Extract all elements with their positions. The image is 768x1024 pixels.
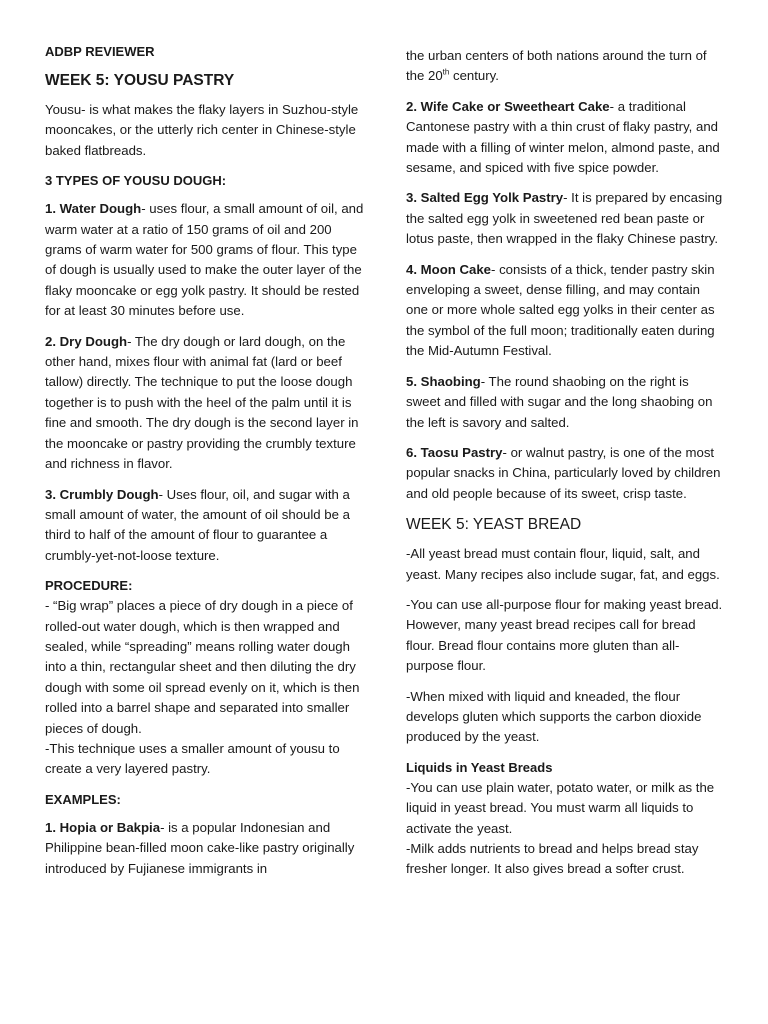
example-name: 1. Hopia or Bakpia [45,819,161,835]
procedure-heading: PROCEDURE: [45,578,133,594]
liquids-heading: Liquids in Yeast Breads [406,759,553,775]
example-name: 2. Wife Cake or Sweetheart Cake [406,98,610,114]
section-title-yeast-bread: WEEK 5: YEAST BREAD [406,516,582,534]
dough-type-text: - uses flour, a small amount of oil, and warm water at a ratio of 150 grams of oil and 200 grams of warm water for 500 grams of flour. This type of dough is usually used to make the outer layer of the flaky mooncake or egg yolk pastry. It should be rested for at least 30 minutes before use. [45,201,364,319]
left-column [45,42,365,889]
example-item [406,97,724,179]
example-text-continued: the urban centers of both nations around the turn of the 20th century. [406,48,707,84]
procedure-step: -This technique uses a smaller amount of yousu to create a very layered pastry. [45,740,340,777]
dough-type-item [45,485,365,567]
yeast-paragraph: -You can use all-purpose flour for making yeast bread. However, many yeast bread recipes call for bread flour. Bread flour contains more gluten than all-purpose flour. [406,596,723,674]
yousu-intro: Yousu- is what makes the flaky layers in Suzhou-style mooncakes, or the utterly rich center in Chinese-style baked flatbreads. [45,102,359,158]
yeast-paragraph: -All yeast bread must contain flour, liquid, salt, and yeast. Many recipes also include sugar, fat, and eggs. [406,546,720,582]
yeast-paragraph: -When mixed with liquid and kneaded, the flour develops gluten which supports the carbon dioxide produced by the yeast. [406,688,702,745]
dough-type-name: 1. Water Dough [45,201,142,217]
example-item [406,443,724,504]
procedure-step: - “Big wrap” places a piece of dry dough in a piece of rolled-out water dough, which is then wrapped and sealed, while “spreading” means rolling water dough into a thin, rectangular sheet and then diluting the dry dough with some oil spread evenly on it, which is then rolled into a barrel shape and separated into smaller pieces of dough. [45,598,360,736]
dough-type-name: 2. Dry Dough [45,333,128,349]
example-item [406,372,724,433]
types-heading: 3 TYPES OF YOUSU DOUGH: [45,173,227,189]
right-column [406,46,724,890]
example-item [45,818,365,879]
liquids-paragraph: -Milk adds nutrients to bread and helps bread stay fresher longer. It also gives bread a softer crust. [406,841,699,877]
example-item-continued [406,46,724,87]
example-name: 5. Shaobing [406,373,481,389]
dough-type-text: - Uses flour, oil, and sugar with a small amount of water, the amount of oil should be a third to half of the amount of flour to guarantee a crumbly-yet-not-loose texture. [45,486,350,563]
superscript: th [442,68,450,78]
example-text-tail: century. [449,68,499,84]
example-item [406,188,724,249]
example-name: 6. Taosu Pastry [406,444,503,460]
example-name: 4. Moon Cake [406,261,492,277]
dough-type-text: - The dry dough or lard dough, on the other hand, mixes flour with animal fat (lard or beef tallow) directly. The technique to put the loose dough together is to push with the heel of the palm until it is fine and smooth. The dry dough is the second layer in the mooncake or pastry providing the crumbly texture and richness in flavor. [45,333,359,472]
dough-type-item [45,332,365,475]
dough-type-item [45,199,365,321]
example-text: - The round shaobing on the right is sweet and filled with sugar and the long shaobing on the left is savory and salted. [406,373,713,430]
example-text: - a traditional Cantonese pastry with a thin crust of flaky pastry, and made with a filling of winter melon, almond paste, and sesame, and spiced with five spice powder. [406,98,720,176]
example-text: - consists of a thick, tender pastry skin enveloping a sweet, dense filling, and may contain one or more whole salted egg yolks in their center as the symbol of the full moon; traditionally eaten during the Mid-Autumn Festival. [406,261,715,359]
example-name: 3. Salted Egg Yolk Pastry [406,190,564,206]
dough-type-name: 3. Crumbly Dough [45,486,159,502]
example-item [406,260,724,362]
example-text: - or walnut pastry, is one of the most popular snacks in China, particularly loved by children and old people because of its sweet, crisp taste. [406,444,721,501]
section-title-yousu: WEEK 5: YOUSU PASTRY [45,72,235,89]
example-text: - It is prepared by encasing the salted egg yolk in sweetened red bean paste or lotus paste, then wrapped in the flaky Chinese pastry. [406,190,723,247]
examples-heading: EXAMPLES: [45,791,121,807]
example-text: - is a popular Indonesian and Philippine bean-filled moon cake-like pastry originally introduced by Fujianese immigrants in [45,819,355,876]
document-header: ADBP REVIEWER [45,44,155,59]
liquids-paragraph: -You can use plain water, potato water, or milk as the liquid in yeast bread. You must warm all liquids to activate the yeast. [406,779,715,836]
